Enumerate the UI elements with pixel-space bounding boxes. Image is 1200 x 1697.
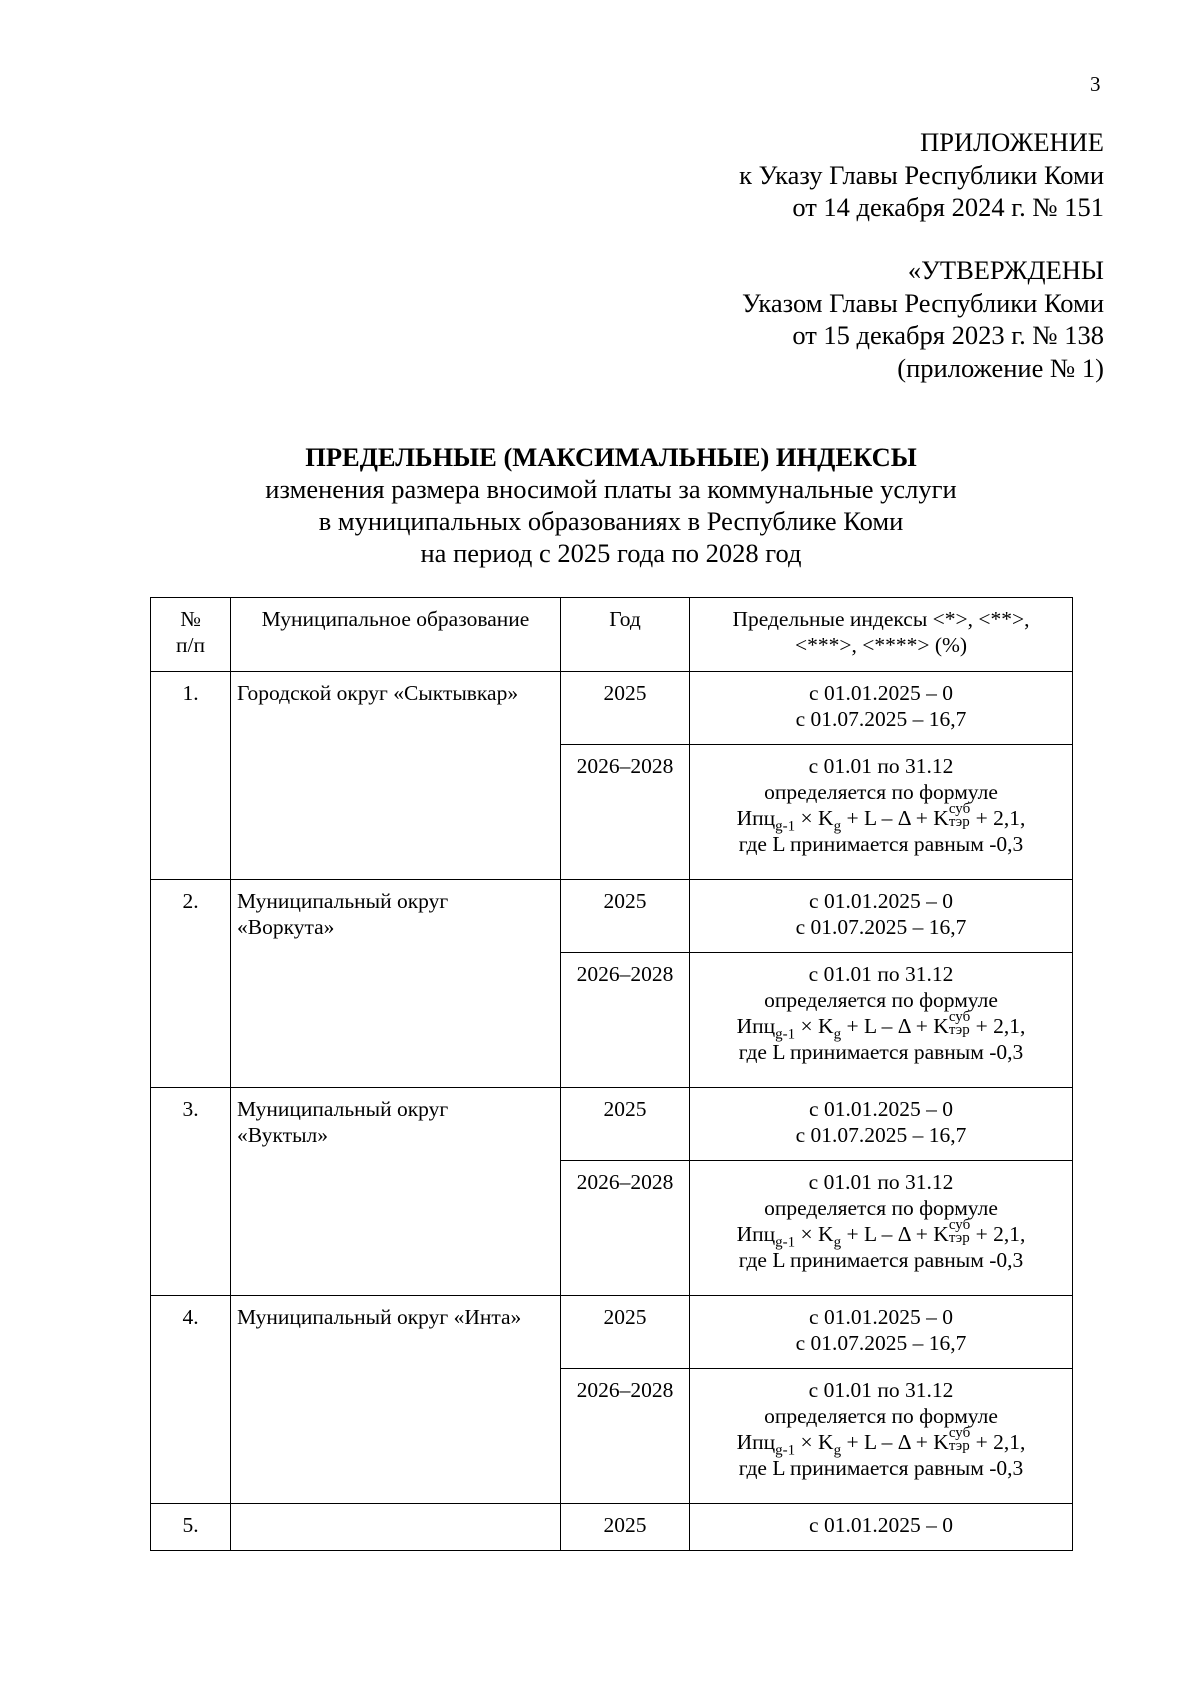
index-formula [696, 1009, 1066, 1043]
row-year-2025 [561, 880, 690, 953]
index-2025-line-1: с 01.01.2025 – 0 [809, 889, 953, 913]
year-2026-2028-text: 2026–2028 [576, 962, 674, 986]
row-number: 5. [151, 1504, 231, 1551]
appendix-block [739, 126, 1104, 224]
index-formula-intro: определяется по формуле [764, 988, 998, 1012]
approved-line-1: Указом Главы Республики Коми [742, 287, 1104, 318]
header-municipality: Муниципальное образование [231, 598, 561, 672]
row-number [151, 880, 231, 1088]
appendix-title: ПРИЛОЖЕНИЕ [920, 127, 1104, 157]
page-number: 3 [1090, 72, 1101, 96]
formula-tail: + 2,1, [970, 1014, 1026, 1038]
index-2025-line-1: с 01.01.2025 – 0 [809, 1305, 953, 1329]
formula-times: × K [795, 1014, 834, 1038]
row-index-2026-2028 [690, 953, 1073, 1088]
approved-block [742, 254, 1104, 384]
municipality-line-1: Муниципальный округ [237, 1097, 449, 1121]
row-number-text: 4. [182, 1305, 199, 1329]
formula-times: × K [795, 806, 834, 830]
year-2025-text: 2025 [603, 681, 647, 705]
formula-supsub [949, 1219, 970, 1245]
row-number [151, 672, 231, 880]
row-index-2026-2028 [690, 1161, 1073, 1296]
formula-mid: + L – Δ + K [841, 1430, 949, 1454]
index-period-line: с 01.01 по 31.12 [808, 962, 954, 986]
municipality-line-2: «Воркута» [237, 915, 335, 939]
row-municipality [231, 1296, 561, 1504]
index-formula [696, 801, 1066, 835]
formula-sup: суб [948, 1425, 971, 1442]
row-number-text: 1. [182, 681, 199, 705]
formula-sub: тэр [948, 1230, 970, 1247]
municipality-line-2: «Вуктыл» [237, 1123, 329, 1147]
year-2025-text: 2025 [603, 889, 647, 913]
formula-tail: + 2,1, [970, 1222, 1026, 1246]
index-2025-line-2: с 01.07.2025 – 16,7 [795, 1123, 967, 1147]
formula-supsub [949, 1011, 970, 1037]
index-2025-line-1: с 01.01.2025 – 0 [809, 1097, 953, 1121]
index-2025-line-2: с 01.07.2025 – 16,7 [795, 1331, 967, 1355]
formula-mid: + L – Δ + K [841, 1222, 949, 1246]
formula-sup: суб [948, 1217, 971, 1234]
title-sub-1: изменения размера вносимой платы за коммунальные услуги [265, 474, 957, 504]
row-year-2026-2028 [561, 1161, 690, 1296]
row-year-2025 [561, 672, 690, 745]
row-year-2026-2028 [561, 1369, 690, 1504]
index-period-line: с 01.01 по 31.12 [808, 754, 954, 778]
formula-base: Ипц [736, 1014, 776, 1038]
row-number [151, 1088, 231, 1296]
row-municipality [231, 1088, 561, 1296]
year-2026-2028-text: 2026–2028 [576, 1170, 674, 1194]
table-row [151, 1296, 1073, 1369]
table-row [151, 672, 1073, 745]
year-2026-2028-text: 2026–2028 [576, 1378, 674, 1402]
row-year-2025 [561, 1296, 690, 1369]
row-year-2025 [561, 1088, 690, 1161]
index-2025-line-2: с 01.07.2025 – 16,7 [795, 915, 967, 939]
year-2025-text: 2025 [603, 1097, 647, 1121]
year-2025-text: 2025 [603, 1305, 647, 1329]
formula-supsub [949, 1427, 970, 1453]
formula-base-sub: g-1 [775, 818, 796, 835]
indices-table [150, 597, 1073, 1551]
document-title [0, 441, 1200, 569]
formula-k-sub: g [833, 1026, 842, 1043]
row-number-text: 2. [182, 889, 199, 913]
formula-base-sub: g-1 [775, 1026, 796, 1043]
approved-line-3: (приложение № 1) [897, 352, 1104, 383]
row-index-2025 [690, 672, 1073, 745]
index-period-line: с 01.01 по 31.12 [808, 1378, 954, 1402]
index-2025-line-1: с 01.01.2025 – 0 [809, 681, 953, 705]
formula-k-sub: g [833, 1234, 842, 1251]
row-municipality [231, 880, 561, 1088]
row-index-2026-2028 [690, 1369, 1073, 1504]
row-index-2025 [690, 1088, 1073, 1161]
formula-supsub [949, 803, 970, 829]
index-2025-line-2: с 01.07.2025 – 16,7 [795, 707, 967, 731]
year-2026-2028-text: 2026–2028 [576, 754, 674, 778]
index-l-note: где L принимается равным -0,3 [738, 1040, 1024, 1064]
header-year: Год [561, 598, 690, 672]
index-formula-intro: определяется по формуле [764, 780, 998, 804]
formula-mid: + L – Δ + K [841, 1014, 949, 1038]
title-main: ПРЕДЕЛЬНЫЕ (МАКСИМАЛЬНЫЕ) ИНДЕКСЫ [305, 442, 917, 472]
table-body [151, 672, 1073, 1551]
header-indices-line-2: <***>, <****> (%) [794, 633, 968, 657]
index-period-line: с 01.01 по 31.12 [808, 1170, 954, 1194]
row-municipality [231, 672, 561, 880]
row-index-2025 [690, 1296, 1073, 1369]
index-l-note: где L принимается равным -0,3 [738, 832, 1024, 856]
formula-sup: суб [948, 801, 971, 818]
row-year-2026-2028 [561, 745, 690, 880]
row-index-2025 [690, 880, 1073, 953]
approved-title: «УТВЕРЖДЕНЫ [907, 255, 1104, 285]
formula-base: Ипц [736, 1222, 776, 1246]
municipality-line-1: Муниципальный округ «Инта» [237, 1305, 522, 1329]
header-indices [690, 598, 1073, 672]
table-row [151, 1088, 1073, 1161]
formula-k-sub: g [833, 1442, 842, 1459]
index-l-note: где L принимается равным -0,3 [738, 1456, 1024, 1480]
appendix-line-1: к Указу Главы Республики Коми [739, 159, 1104, 190]
formula-tail: + 2,1, [970, 1430, 1026, 1454]
title-sub-2: в муниципальных образованиях в Республике Коми [318, 506, 904, 536]
formula-times: × K [795, 1430, 834, 1454]
header-indices-line-1: Предельные индексы <*>, <**>, [732, 607, 1030, 631]
municipality-line-1: Муниципальный округ [237, 889, 449, 913]
formula-sup: суб [948, 1009, 971, 1026]
index-formula [696, 1217, 1066, 1251]
formula-k-sub: g [833, 818, 842, 835]
formula-mid: + L – Δ + K [841, 806, 949, 830]
row-number-text: 3. [182, 1097, 199, 1121]
formula-sub: тэр [948, 1022, 970, 1039]
row-year-2025: 2025 [561, 1504, 690, 1551]
formula-sub: тэр [948, 814, 970, 831]
header-number-line-2: п/п [176, 633, 205, 657]
row-number [151, 1296, 231, 1504]
formula-tail: + 2,1, [970, 806, 1026, 830]
appendix-line-2: от 14 декабря 2024 г. № 151 [792, 192, 1104, 222]
formula-base-sub: g-1 [775, 1442, 796, 1459]
index-l-note: где L принимается равным -0,3 [738, 1248, 1024, 1272]
index-formula-intro: определяется по формуле [764, 1404, 998, 1428]
formula-times: × K [795, 1222, 834, 1246]
formula-base: Ипц [736, 806, 776, 830]
index-formula [696, 1425, 1066, 1459]
approved-line-2: от 15 декабря 2023 г. № 138 [792, 320, 1104, 350]
row-municipality [231, 1504, 561, 1551]
table-header-row [151, 598, 1073, 672]
formula-base: Ипц [736, 1430, 776, 1454]
formula-sub: тэр [948, 1438, 970, 1455]
table-row [151, 880, 1073, 953]
municipality-line-1: Городской округ «Сыктывкар» [237, 681, 519, 705]
header-number-line-1: № [180, 607, 201, 631]
row-index-2026-2028 [690, 745, 1073, 880]
formula-base-sub: g-1 [775, 1234, 796, 1251]
row-year-2026-2028 [561, 953, 690, 1088]
table-row-last [151, 1504, 1073, 1551]
header-number [151, 598, 231, 672]
row-index-2025: с 01.01.2025 – 0 [690, 1504, 1073, 1551]
index-formula-intro: определяется по формуле [764, 1196, 998, 1220]
title-sub-3: на период с 2025 года по 2028 год [420, 538, 802, 568]
